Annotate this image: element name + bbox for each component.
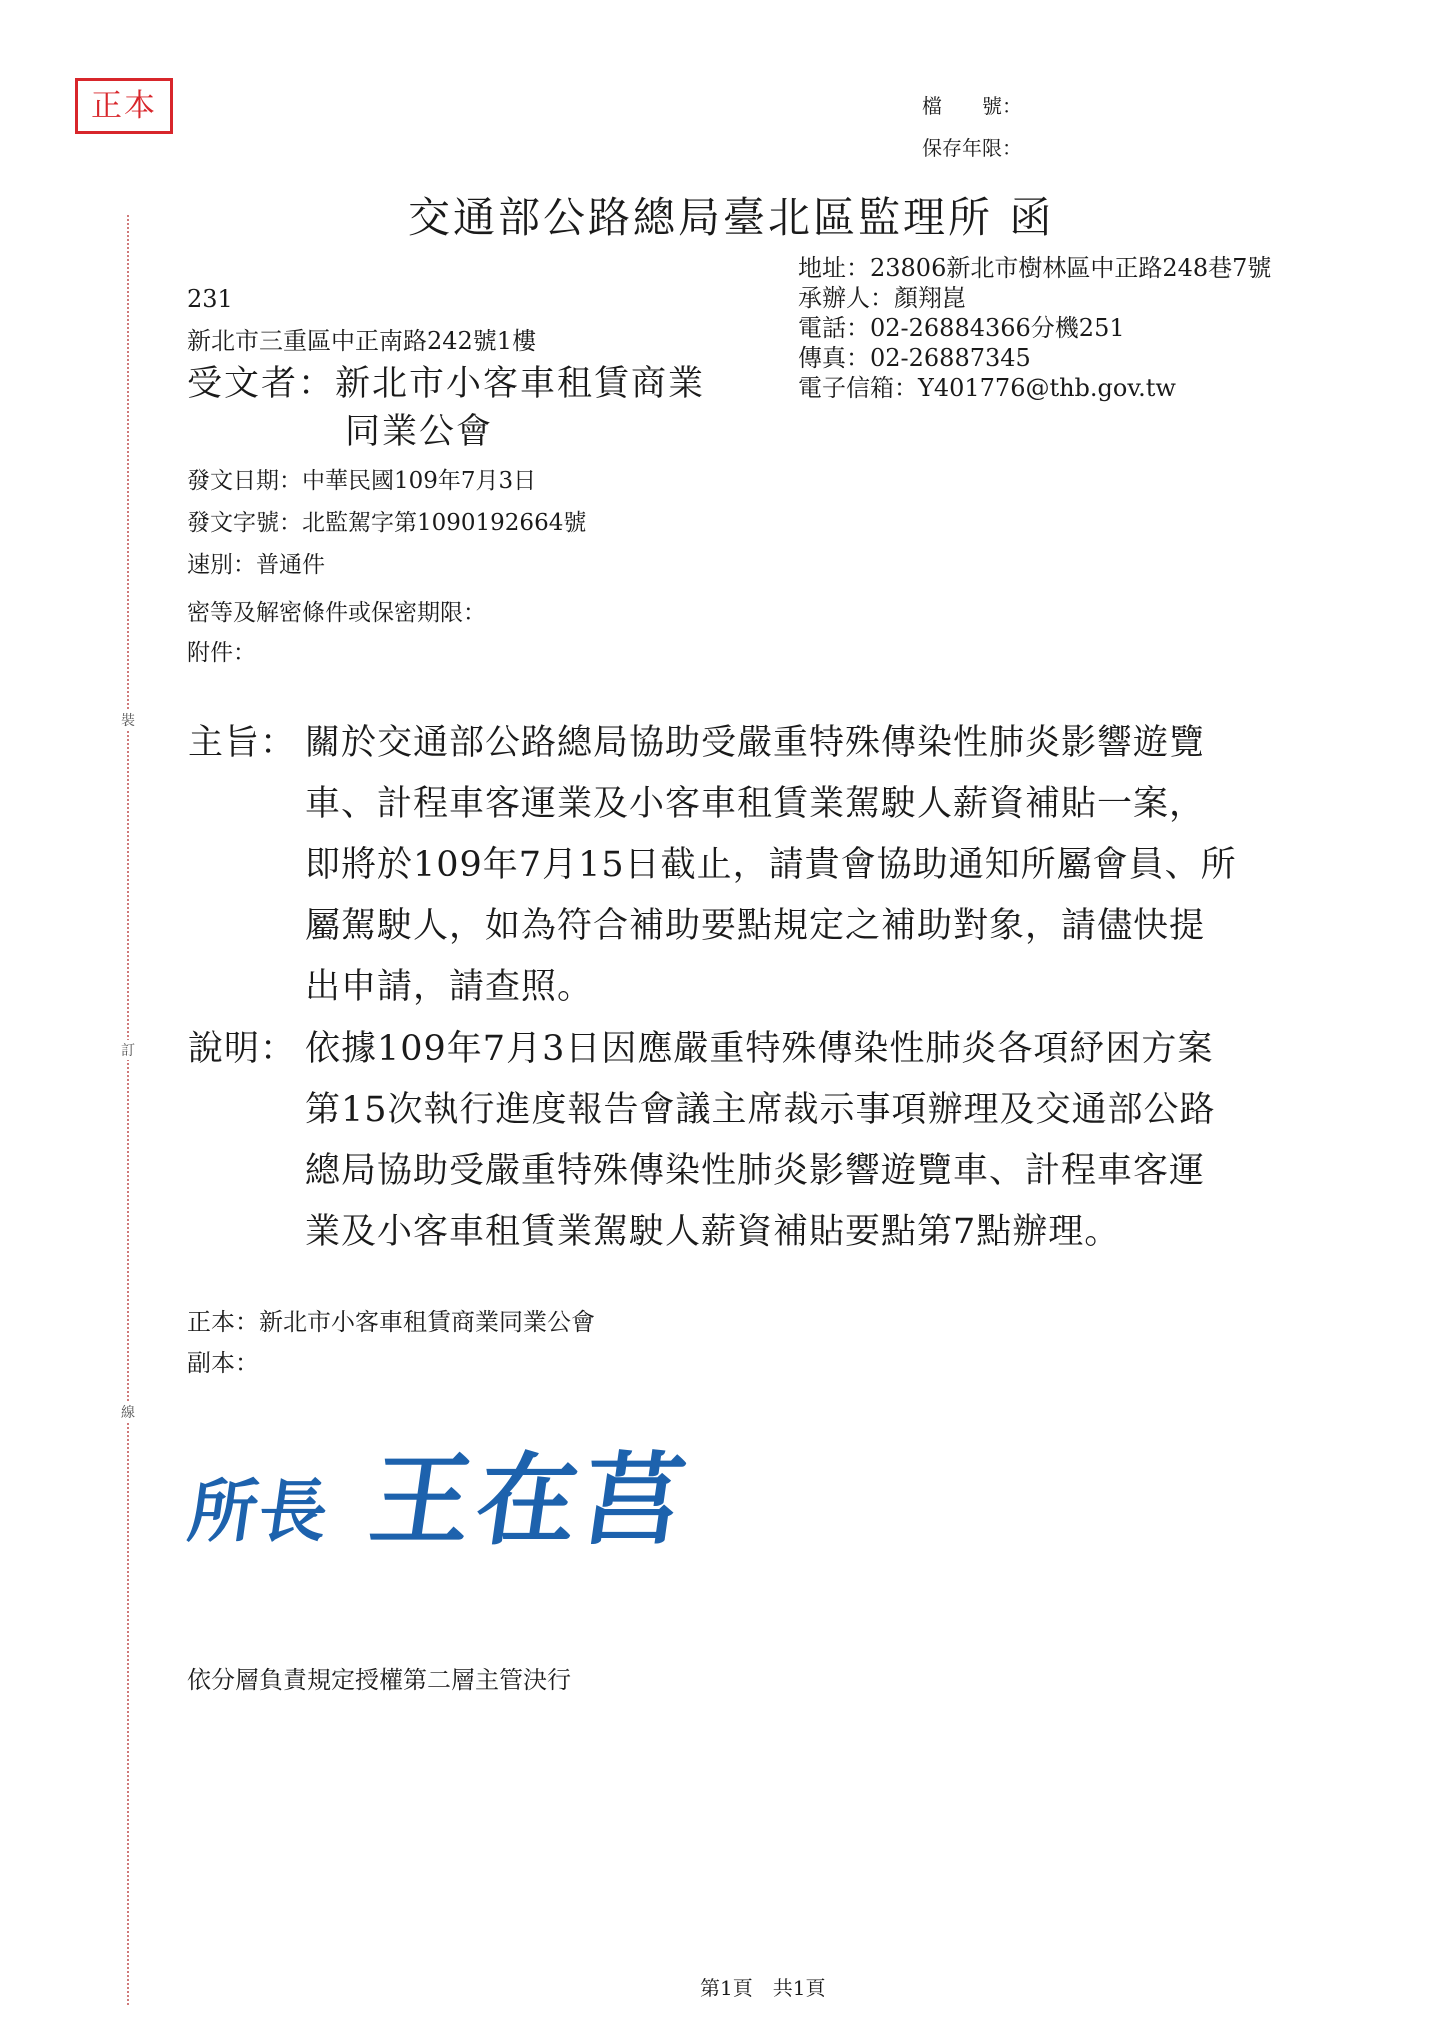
document-number: 發文字號：北監駕字第1090192664號 xyxy=(187,510,587,536)
subject-line: 屬駕駛人，如為符合補助要點規定之補助對象，請儘快提 xyxy=(305,906,1206,946)
subject-line: 即將於109年7月15日截止，請貴會協助通知所屬會員、所 xyxy=(305,845,1237,885)
page-number: 第1頁 共1頁 xyxy=(700,1976,826,2000)
director-signature xyxy=(182,1420,701,1564)
original-stamp: 正本 xyxy=(75,78,173,134)
retention-period: 保存年限： xyxy=(922,136,1022,160)
copy-recipient: 副本： xyxy=(187,1349,259,1377)
description-label: 說明： xyxy=(188,1029,297,1069)
description-line: 總局協助受嚴重特殊傳染性肺炎影響遊覽車、計程車客運 xyxy=(305,1151,1206,1191)
sender-phone: 電話：02-26884366分機251 xyxy=(798,314,1125,342)
addressee xyxy=(187,360,705,456)
sender-handler: 承辦人：顏翔崑 xyxy=(798,284,966,312)
secrecy-level: 密等及解密條件或保密期限： xyxy=(187,600,486,626)
binding-line xyxy=(127,215,129,2005)
subject-line: 車、計程車客運業及小客車租賃業駕駛人薪資補貼一案， xyxy=(305,784,1206,824)
binding-mark-zhuang: 裝 xyxy=(118,710,138,730)
file-number: 檔 號： xyxy=(922,94,1022,118)
subject-line: 關於交通部公路總局協助受嚴重特殊傳染性肺炎影響遊覽 xyxy=(305,723,1206,763)
signature-title: 所長 xyxy=(183,1472,335,1552)
document-title: 交通部公路總局臺北區監理所 函 xyxy=(408,193,1055,242)
description-line: 第15次執行進度報告會議主席裁示事項辦理及交通部公路 xyxy=(305,1090,1216,1130)
recipient-address: 新北市三重區中正南路242號1樓 xyxy=(187,327,537,355)
sender-email: 電子信箱：Y401776@thb.gov.tw xyxy=(798,374,1176,402)
addressee-line-1: 受文者：新北市小客車租賃商業 xyxy=(187,364,706,404)
dispatch-speed: 速別：普通件 xyxy=(187,552,325,578)
recipient-postal-code: 231 xyxy=(187,285,233,313)
addressee-line-2: 同業公會 xyxy=(345,412,494,452)
subject-label: 主旨： xyxy=(188,723,297,763)
delegation-note: 依分層負責規定授權第二層主管決行 xyxy=(187,1666,571,1694)
attachment: 附件： xyxy=(187,640,256,666)
binding-mark-xian: 線 xyxy=(118,1402,138,1422)
description-line: 業及小客車租賃業駕駛人薪資補貼要點第7點辦理。 xyxy=(305,1212,1121,1252)
sender-fax: 傳真：02-26887345 xyxy=(798,344,1031,372)
signature-name: 王在莒 xyxy=(363,1441,699,1559)
binding-mark-ding: 訂 xyxy=(118,1040,138,1060)
sender-address: 地址：23806新北市樹林區中正路248巷7號 xyxy=(798,254,1272,282)
subject-line: 出申請，請查照。 xyxy=(305,967,594,1007)
description-line: 依據109年7月3日因應嚴重特殊傳染性肺炎各項紓困方案 xyxy=(305,1029,1214,1069)
original-recipient: 正本：新北市小客車租賃商業同業公會 xyxy=(187,1308,595,1336)
issue-date: 發文日期：中華民國109年7月3日 xyxy=(187,468,537,494)
